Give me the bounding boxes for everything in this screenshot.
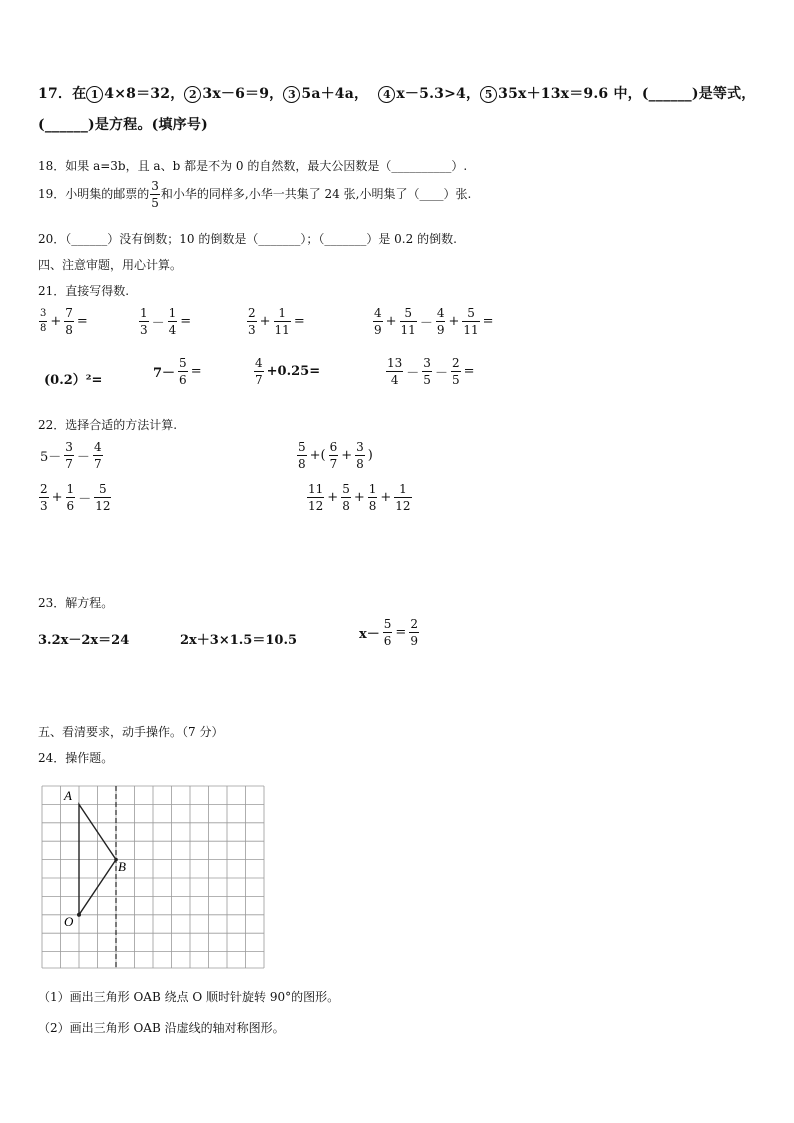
- grid-lines: [42, 786, 264, 968]
- q24-task-2: （2）画出三角形 OAB 沿虚线的轴对称图形。: [38, 1021, 285, 1035]
- question-23-title: 23．解方程。: [38, 596, 114, 610]
- question-20: 20．（______）没有倒数；10 的倒数是（_______）；（_______）是 0.2 的倒数.: [38, 232, 457, 246]
- question-22-title: 22．选择合适的方法计算.: [38, 418, 178, 432]
- label-b: B: [118, 859, 126, 874]
- q22-expr-4: $\frac{11}{12}$ + $\frac{5}{8}$ + $\frac{1}{8}$ + $\frac{1}{12}$: [308, 482, 411, 513]
- question-24-title: 24．操作题。: [38, 751, 114, 765]
- circled-number: 1: [86, 86, 103, 103]
- q24-task-1: （1）画出三角形 OAB 绕点 O 顺时针旋转 90°的图形。: [38, 990, 340, 1004]
- section-5-heading: 五、看清要求，动手操作。（7 分）: [38, 725, 224, 739]
- q23-equation-2: 2x＋3×1.5＝10.5: [180, 633, 298, 648]
- question-17-line1: 17．在 1 4×8＝32， 2 3x－6＝9， 3 5a＋4a， 4 x－5.3>4， 5 35x＋13x＝9.6 中，(______)是等式，: [38, 86, 756, 102]
- question-17-line2: (______)是方程。(填序号): [38, 117, 208, 133]
- q21-expr-2: $\frac{1}{3}$ － $\frac{1}{4}$ =: [140, 306, 192, 337]
- question-19: 19．小明集的邮票的 $\frac{3}{5}$ 和小华的同样多,小华一共集了 24 张,小明集了（____）张.: [38, 179, 472, 210]
- q21-expr-5: (0.2）²=: [44, 373, 103, 388]
- question-21-title: 21．直接写得数.: [38, 284, 130, 298]
- circled-number: 5: [480, 86, 497, 103]
- q23-equation-3: x－ $\frac{5}{6}$ = $\frac{2}{9}$: [359, 617, 418, 648]
- q21-expr-8: $\frac{13}{4}$ － $\frac{3}{5}$ － $\frac{2}{5}$ =: [387, 356, 475, 387]
- circled-number: 3: [283, 86, 300, 103]
- q22-expr-3: $\frac{2}{3}$ + $\frac{1}{6}$ － $\frac{5}{12}$: [40, 482, 111, 513]
- q21-expr-7: $\frac{4}{7}$ +0.25=: [255, 356, 321, 387]
- q21-expr-1: $\frac{3}{8}$ + $\frac{7}{8}$ =: [40, 306, 88, 337]
- grid-figure: [38, 782, 268, 972]
- q22-expr-2: $\frac{5}{8}$ +( $\frac{6}{7}$ + $\frac{3}{8}$ ): [298, 440, 373, 471]
- circled-number: 4: [378, 86, 395, 103]
- circled-number: 2: [184, 86, 201, 103]
- label-a: A: [64, 788, 72, 803]
- q21-expr-6: 7－ $\frac{5}{6}$ =: [153, 356, 202, 387]
- fraction: $\frac{3}{5}$: [151, 179, 159, 210]
- point-o: [77, 913, 81, 917]
- label-o: O: [64, 914, 74, 929]
- q22-expr-1: 5－ $\frac{3}{7}$ － $\frac{4}{7}$: [40, 440, 102, 471]
- section-4-heading: 四、注意审题，用心计算。: [38, 258, 183, 272]
- q21-expr-3: $\frac{2}{3}$ + $\frac{1}{11}$ =: [248, 306, 305, 337]
- q21-expr-4: $\frac{4}{9}$ + $\frac{5}{11}$ － $\frac{4}{9}$ + $\frac{5}{11}$ =: [374, 306, 494, 337]
- question-18: 18．如果 a=3b，且 a、b 都是不为 0 的自然数，最大公因数是（__________）.: [38, 159, 468, 173]
- q23-equation-1: 3.2x－2x＝24: [38, 633, 130, 648]
